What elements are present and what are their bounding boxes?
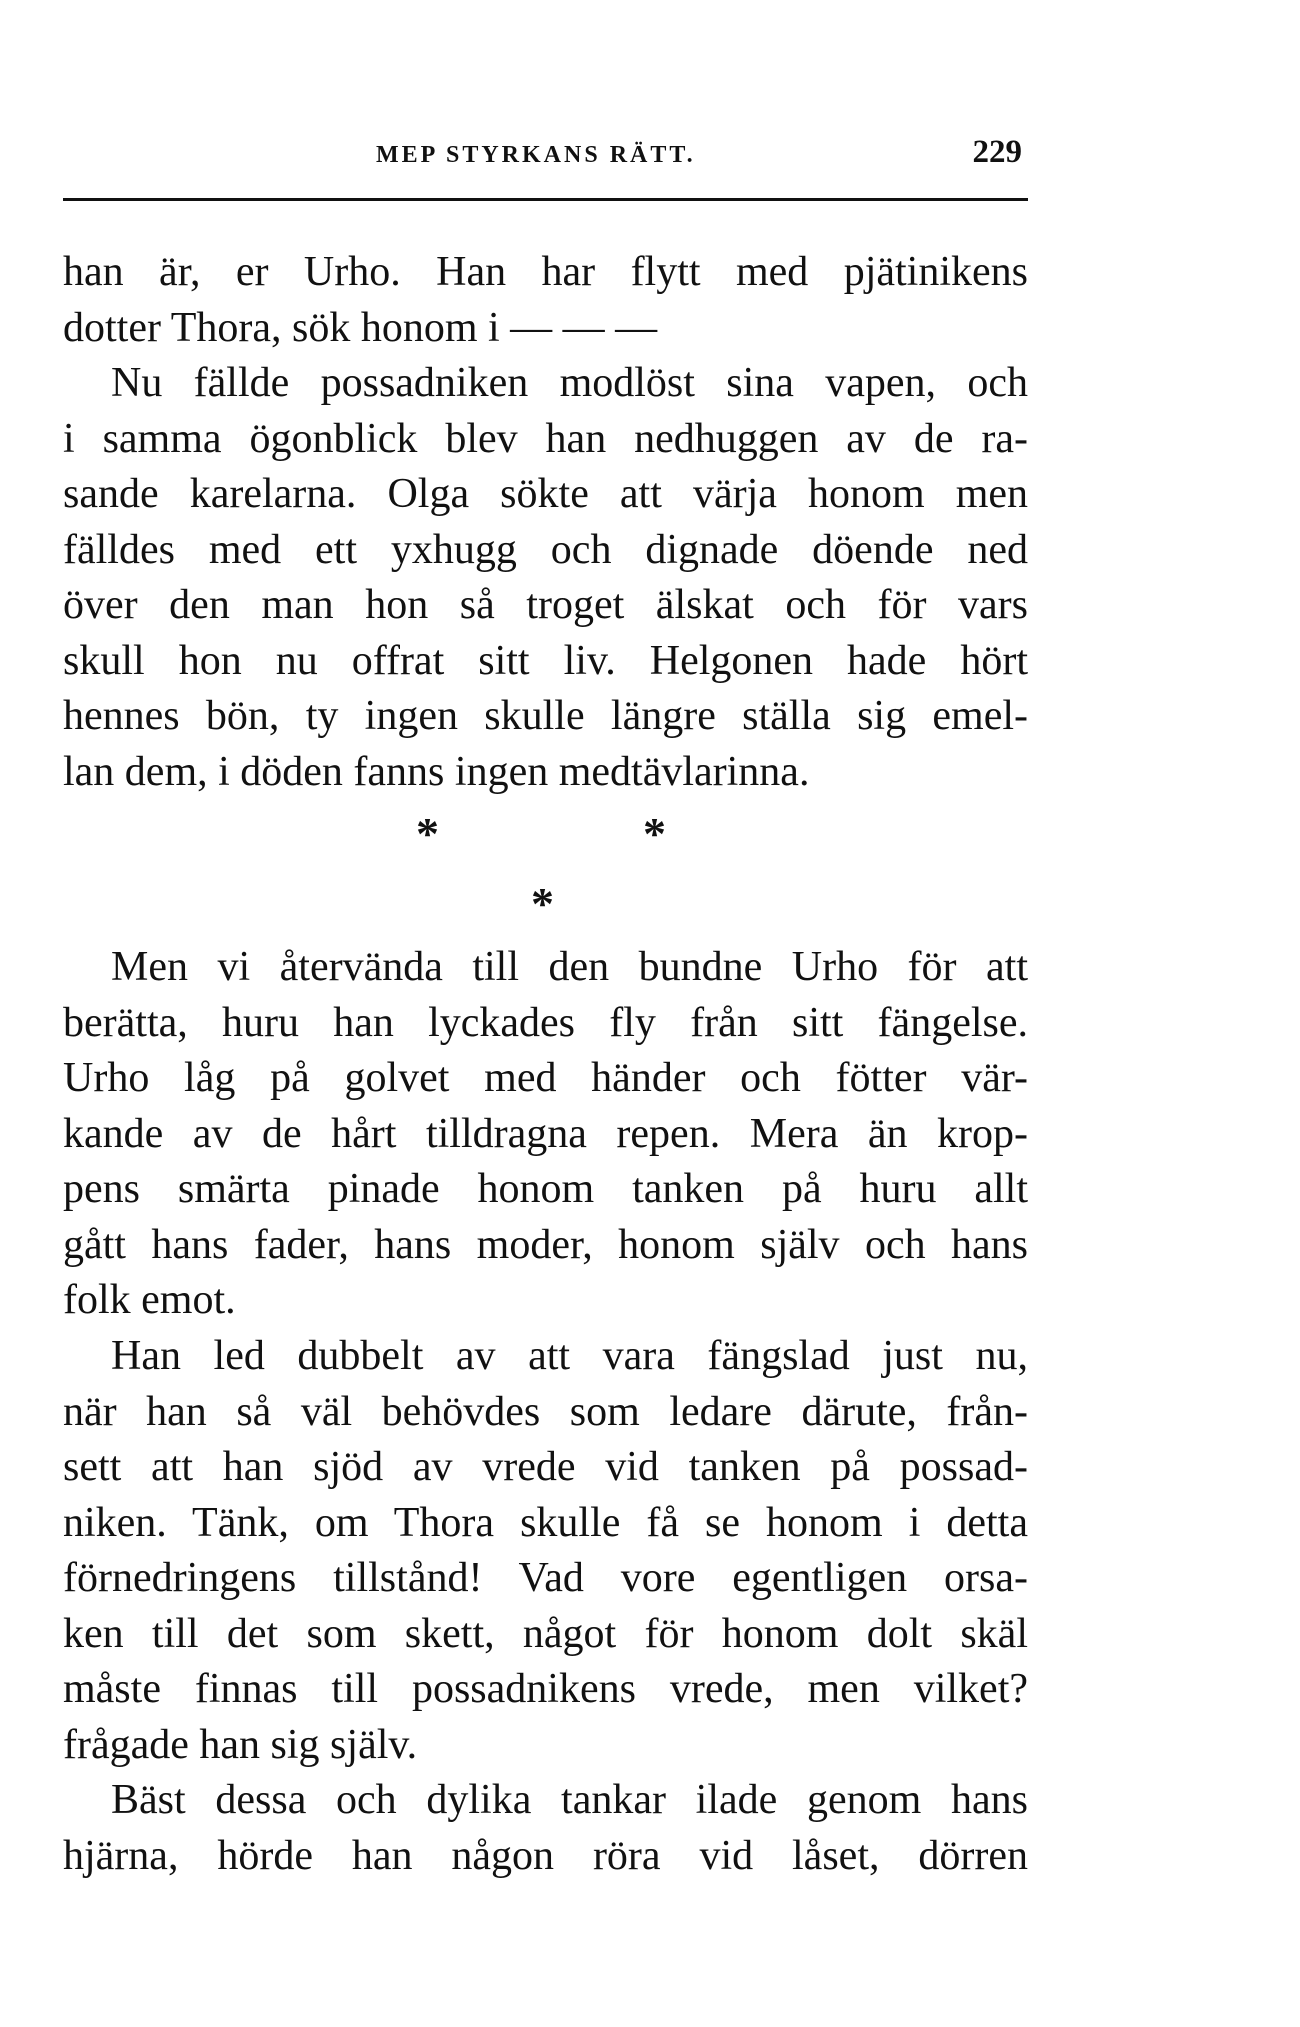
- text-line: Nu fällde possadniken modlöst sina vapen, och: [111, 360, 1028, 406]
- page-number: 229: [972, 134, 1022, 170]
- paragraph-continued: [63, 245, 1028, 800]
- text-line: lan dem, i döden fanns ingen medtävlarinna.: [63, 748, 810, 795]
- text-line: förnedringens tillstånd! Vad vore egentligen orsa-: [63, 1555, 1028, 1601]
- running-title: MEP STYRKANS RÄTT.: [376, 142, 696, 168]
- text-line: kande av de hårt tilldragna repen. Mera än krop-: [63, 1110, 1028, 1157]
- text-line: sett att han sjöd av vrede vid tanken på possad-: [63, 1444, 1028, 1490]
- asterisk-mark: *: [416, 808, 439, 859]
- text-line: hennes bön, ty ingen skulle längre ställa sig emel-: [63, 693, 1028, 739]
- text-line: gått hans fader, hans moder, honom själv och hans: [63, 1221, 1028, 1268]
- text-line: pens smärta pinade honom tanken på huru allt: [63, 1166, 1028, 1212]
- text-line: han är, er Urho. Han har flytt med pjätinikens: [63, 249, 1028, 295]
- text-line: sande karelarna. Olga sökte att värja honom men: [63, 471, 1028, 517]
- page-header: [63, 134, 1028, 201]
- text-line: folk emot.: [63, 1277, 236, 1323]
- text-line: dotter Thora, sök honom i — — —: [63, 304, 658, 351]
- asterisk-mark: *: [531, 878, 554, 929]
- section-break: [0, 795, 1300, 945]
- text-line: berätta, huru han lyckades fly från sitt fängelse.: [63, 999, 1028, 1046]
- text-line: niken. Tänk, om Thora skulle få se honom i detta: [63, 1499, 1028, 1546]
- text-line: när han så väl behövdes som ledare därute, från-: [63, 1388, 1028, 1435]
- text-line: Men vi återvända till den bundne Urho för att: [111, 944, 1028, 990]
- text-line: Bäst dessa och dylika tankar ilade genom hans: [111, 1777, 1028, 1823]
- asterisk-mark: *: [643, 808, 666, 859]
- text-line: ken till det som skett, något för honom dolt skäl: [63, 1610, 1028, 1657]
- text-line: frågade han sig själv.: [63, 1721, 418, 1768]
- text-line: i samma ögonblick blev han nedhuggen av de ra-: [63, 415, 1028, 462]
- text-line: över den man hon så troget älskat och för vars: [63, 582, 1028, 628]
- text-line: skull hon nu offrat sitt liv. Helgonen hade hört: [63, 637, 1028, 684]
- text-line: Han led dubbelt av att vara fängslad just nu,: [111, 1333, 1028, 1379]
- text-line: hjärna, hörde han någon röra vid låset, dörren: [63, 1832, 1028, 1879]
- paragraph: [63, 1329, 1028, 1773]
- text-line: Urho låg på golvet med händer och fötter vär-: [63, 1055, 1028, 1101]
- paragraph: [63, 940, 1028, 1329]
- paragraph: [63, 1773, 1028, 1884]
- text-line: fälldes med ett yxhugg och dignade döende ned: [63, 526, 1028, 573]
- text-line: måste finnas till possadnikens vrede, men vilket?: [63, 1666, 1028, 1712]
